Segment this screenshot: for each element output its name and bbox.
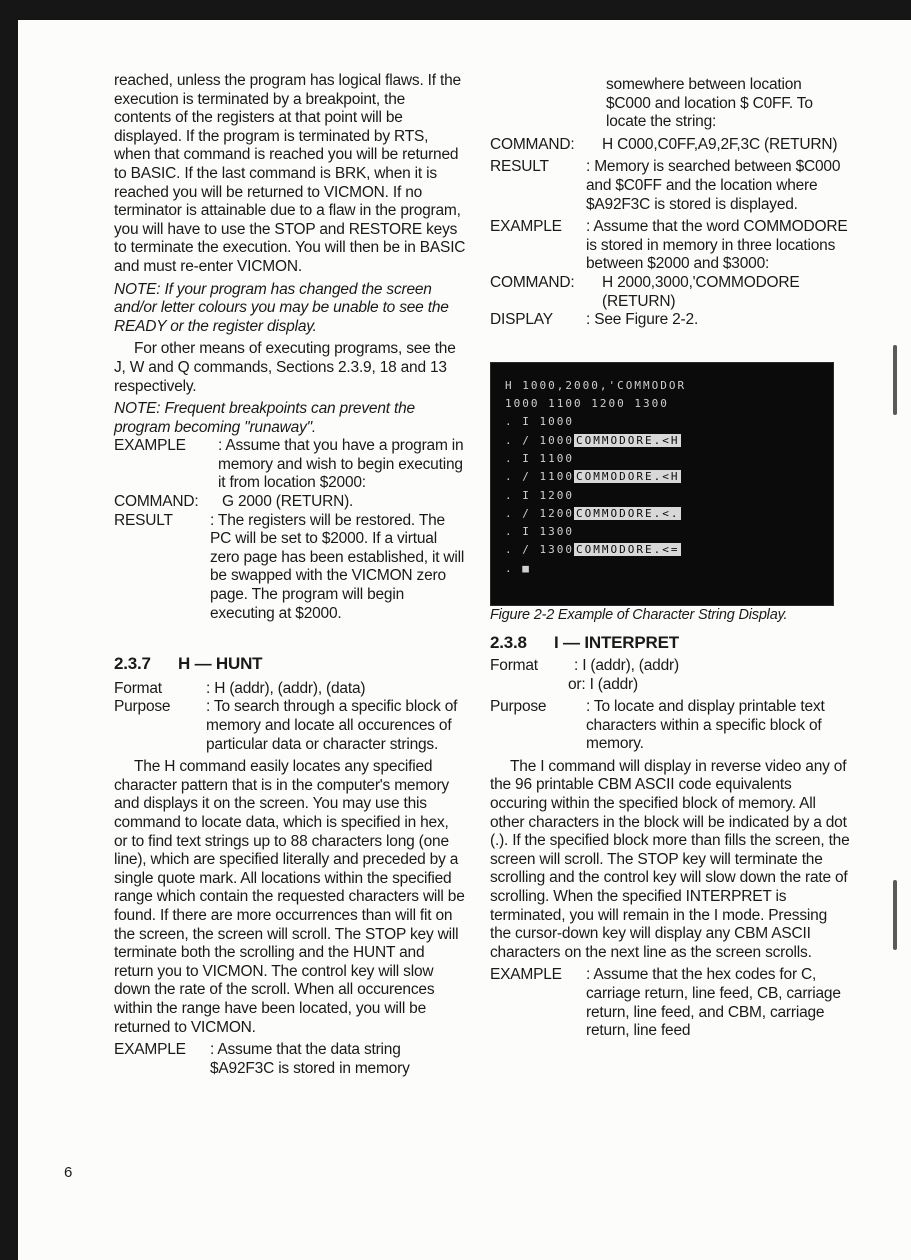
screen-text: . I 1300 [505,525,574,539]
screen-line [491,505,833,523]
section-number: 2.3.8 [490,633,527,653]
screen-line [491,432,833,450]
example-entry [490,966,850,1040]
scan-left-border [0,0,18,1260]
entry-label: EXAMPLE [114,1041,186,1059]
entry-text: : To search through a specific block of memory and locate all occurences of particular data or character strings. [206,698,458,753]
entry-text: H 2000,3000,'COMMODORE (RETURN) [602,273,800,310]
entry-text: : To locate and display printable text characters within a specific block of memory. [586,698,825,753]
paragraph: For other means of executing programs, see the J, W and Q commands, Sections 2.3.9, 18 and 13 respectively. [114,340,456,395]
entry-text: : The registers will be restored. The PC will be set to $2000. If a virtual zero page has been established, it will be swapped with the VICMON zero page. The program will begin executing at $2000. [210,511,465,622]
entry-label: Format [490,656,538,674]
entry-text: : H (addr), (addr), (data) [206,679,366,697]
entry-label: EXAMPLE [114,437,186,455]
display-entry [490,311,850,330]
screen-line [491,523,833,541]
screen-text: . / 1200 [505,506,574,520]
note: NOTE: Frequent breakpoints can prevent the program becoming "runaway". [114,400,415,436]
section-title: I — INTERPRET [554,633,679,653]
paragraph: reached, unless the program has logical flaws. If the execution is terminated by a breakpoint, the contents of the registers at that point will be displayed. If the program is terminated by RTS, when that command is reached you will be returned to BASIC. If the last command is BRK, when it is reached you will be returned to VICMON. If no terminator is attainable due to a flaw in the program, you will have to use the STOP and RESTORE keys to terminate the execution. You will then be in BASIC and must re-enter VICMON. [114,72,466,275]
command-entry [490,136,850,155]
example-entry [114,1041,466,1078]
paragraph: The I command will display in reverse video any of the 96 printable CBM ASCII code equivalents occuring within the specified block of memory. All other characters in the block will be indicated by a dot (.). If the specified block more than fills the screen, the screen will scroll. The STOP key will terminate the scrolling and the control key will slow down the rate of scrolling. When the specified INTERPRET is terminated, you will remain in the I mode. Pressing the cursor-down key will display any CBM ASCII characters on the next line as the screen scrolls. [490,757,850,961]
entry-label: COMMAND: [114,493,199,511]
scan-top-border [0,0,911,20]
margin-mark [893,345,897,415]
purpose-entry [490,698,850,754]
entry-text: : I (addr), (addr) [574,656,679,674]
entry-label: COMMAND: [490,135,575,153]
screen-line [491,560,833,578]
figure-caption: Figure 2-2 Example of Character String Display. [490,606,788,623]
section-heading [114,655,466,674]
screen-text: . I 1200 [505,488,574,502]
paragraph: somewhere between location $C000 and location $ C0FF. To locate the string: [606,76,813,131]
format-entry [114,680,466,699]
reverse-video-text: COMMODORE.<= [575,543,680,557]
screen-line [491,541,833,559]
reverse-video-text: COMMODORE.<. [575,506,680,520]
entry-label: EXAMPLE [490,966,562,984]
entry-text: : Assume that the data string $A92F3C is stored in memory [210,1041,410,1077]
screen-line [491,468,833,486]
reverse-video-text: COMMODORE.<H [575,470,680,484]
example-entry [490,218,850,274]
entry-label: RESULT [114,511,173,529]
command-entry [490,274,850,311]
paragraph: The H command easily locates any specified character pattern that is in the computer's memory and displays it on the screen. You may use this command to locate data, which is specified in hex, or to find text strings up to 88 characters long (one line), which are specified literally and preceded by a single quote mark. All locations within the specified range which contain the requested characters will be found. If there are more occurrences than will fit on the screen, the screen will scroll. The STOP key will terminate both the scrolling and the HUNT and return you to VICMON. The control key will slow down the rate of the scroll. When all occurences within the range have been located, you will be returned to VICMON. [114,758,465,1036]
entry-label: Purpose [114,698,171,716]
screen-text: . / 1000 [505,433,574,447]
section-title: H — HUNT [178,654,263,674]
entry-text: H C000,C0FF,A9,2F,3C (RETURN) [602,135,838,153]
entry-label: Format [114,679,162,697]
entry-text: : Assume that the hex codes for C, carriage return, line feed, CB, carriage return, line feed, and CBM, carriage return, line feed [586,966,841,1040]
entry-text: : See Figure 2-2. [586,311,699,329]
page-number: 6 [64,1164,73,1181]
command-entry [114,493,466,512]
screen-line [491,487,833,505]
entry-label: EXAMPLE [490,218,562,236]
result-entry [490,158,850,214]
entry-text: G 2000 (RETURN). [222,493,354,511]
margin-mark [893,880,897,950]
entry-text: : Memory is searched between $C000 and $C0FF and the location where $A92F3C is stored is displayed. [586,158,841,213]
screen-lines [491,377,833,578]
entry-label: COMMAND: [490,273,575,291]
screen-figure [490,362,834,606]
section-number: 2.3.7 [114,654,151,674]
example-entry [114,437,466,493]
note: NOTE: If your program has changed the screen and/or letter colours you may be unable to see the READY or the register display. [114,280,449,335]
format-alternative: or: I (addr) [568,675,638,693]
screen-text: . I 1000 [505,415,574,429]
screen-text: . / 1300 [505,543,574,557]
entry-text: : Assume that the word COMMODORE is stored in memory in three locations between $2000 and $3000: [586,218,848,273]
screen-line [491,395,833,413]
screen-line [491,377,833,395]
left-column [114,72,466,1078]
result-entry [114,512,466,624]
screen-text: . / 1100 [505,470,574,484]
screen-line [491,413,833,431]
entry-text: : Assume that you have a program in memory and wish to begin executing it from location $2000: [218,437,464,492]
format-entry [490,657,850,676]
right-column [490,76,850,1041]
entry-label: RESULT [490,158,549,176]
entry-label: Purpose [490,698,547,716]
purpose-entry [114,698,466,754]
screen-text: 1000 1100 1200 1300 [505,397,669,411]
screen-text: . ■ [505,561,531,575]
section-heading [490,634,850,653]
reverse-video-text: COMMODORE.<H [575,433,680,447]
screen-line [491,450,833,468]
screen-text: H 1000,2000,'COMMODOR [505,378,687,392]
screen-text: . I 1100 [505,451,574,465]
entry-label: DISPLAY [490,311,553,329]
